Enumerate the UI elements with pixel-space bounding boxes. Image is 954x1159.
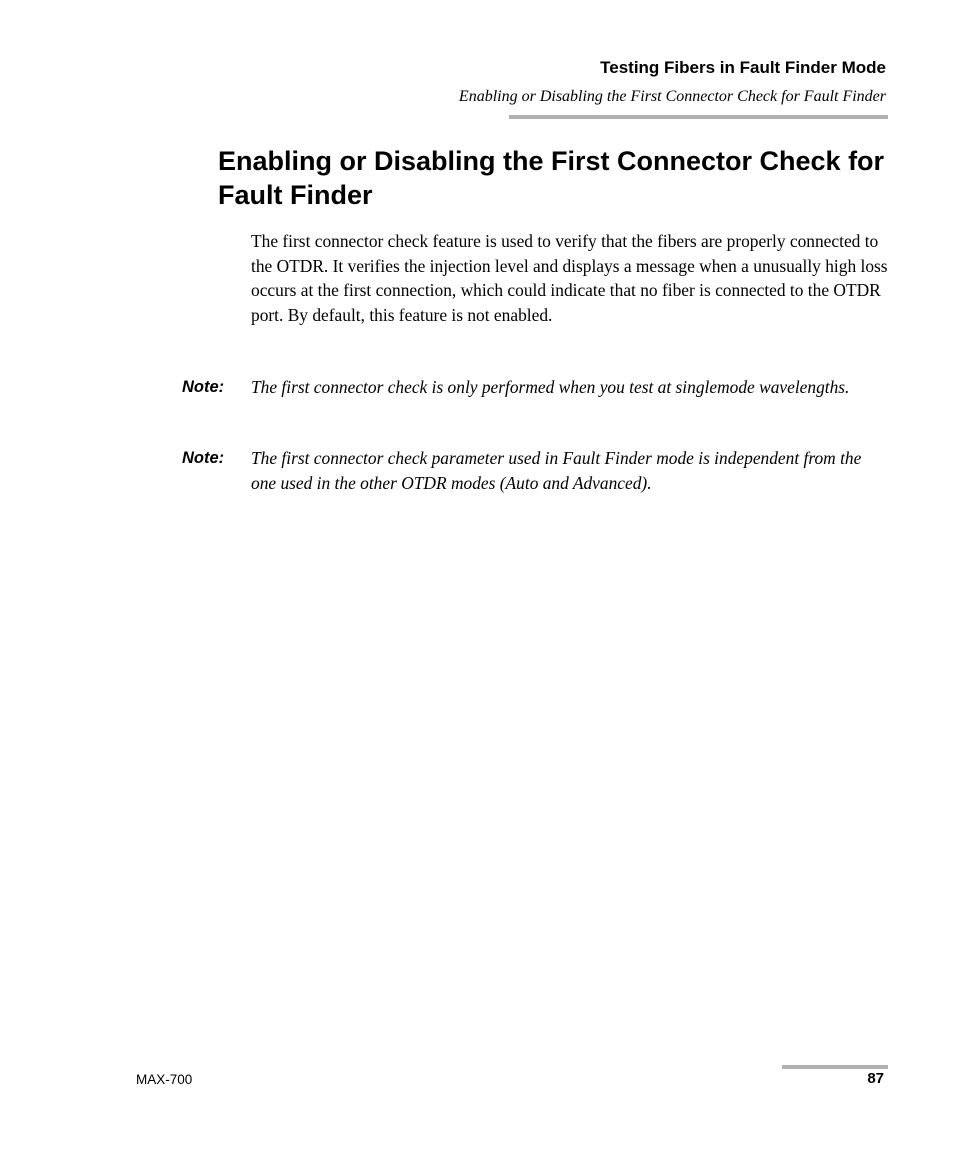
note-block <box>182 375 892 400</box>
note-text: The first connector check parameter used in Fault Finder mode is independent from the one used in the other OTDR modes (Auto and Advanced). <box>251 448 862 493</box>
page-number: 87 <box>867 1070 884 1087</box>
note-block <box>182 446 892 495</box>
running-header-chapter: Testing Fibers in Fault Finder Mode <box>600 58 886 77</box>
note-label: Note: <box>182 449 225 467</box>
body-paragraph: The first connector check feature is used to verify that the fibers are properly connected to the OTDR. It verifies the injection level and displays a message when a unusually high loss occurs at the first connection, which could indicate that no fiber is connected to the OTDR port. By default, this feature is not enabled. <box>251 231 888 325</box>
footer-divider <box>782 1065 888 1069</box>
running-header-section: Enabling or Disabling the First Connector Check for Fault Finder <box>458 88 886 105</box>
section-heading: Enabling or Disabling the First Connector Check for Fault Finder <box>218 146 885 210</box>
footer-product-name: MAX-700 <box>136 1072 193 1087</box>
header-divider <box>509 115 888 119</box>
note-label: Note: <box>182 378 225 396</box>
note-text: The first connector check is only performed when you test at singlemode wavelengths. <box>251 377 850 397</box>
